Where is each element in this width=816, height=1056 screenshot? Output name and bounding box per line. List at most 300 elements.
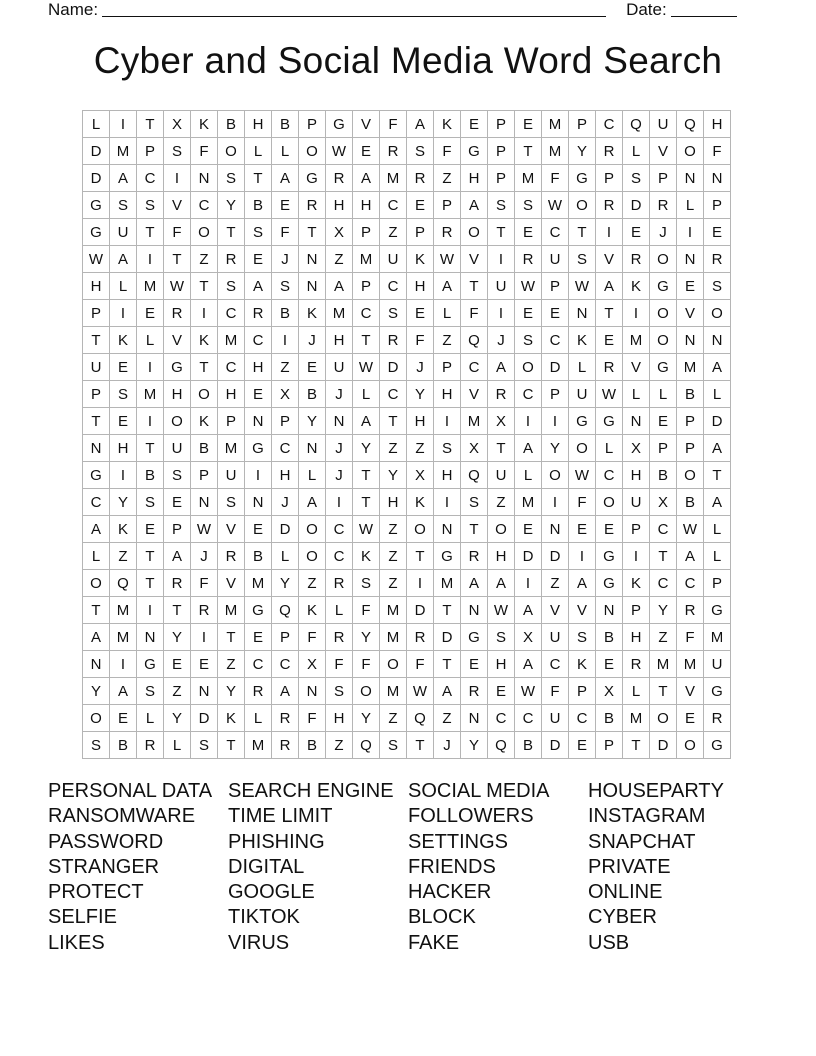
- grid-cell[interactable]: X: [596, 678, 623, 705]
- grid-cell[interactable]: P: [488, 111, 515, 138]
- grid-cell[interactable]: P: [488, 165, 515, 192]
- grid-cell[interactable]: W: [515, 678, 542, 705]
- grid-cell[interactable]: S: [434, 435, 461, 462]
- grid-cell[interactable]: N: [191, 489, 218, 516]
- grid-cell[interactable]: P: [353, 219, 380, 246]
- grid-cell[interactable]: T: [83, 408, 110, 435]
- grid-cell[interactable]: S: [110, 192, 137, 219]
- grid-cell[interactable]: W: [488, 597, 515, 624]
- grid-cell[interactable]: B: [299, 381, 326, 408]
- grid-cell[interactable]: Q: [110, 570, 137, 597]
- grid-cell[interactable]: R: [596, 354, 623, 381]
- grid-cell[interactable]: G: [596, 543, 623, 570]
- grid-cell[interactable]: X: [461, 435, 488, 462]
- grid-cell[interactable]: K: [569, 327, 596, 354]
- grid-cell[interactable]: U: [542, 624, 569, 651]
- grid-cell[interactable]: G: [596, 408, 623, 435]
- grid-cell[interactable]: D: [542, 732, 569, 759]
- grid-cell[interactable]: N: [299, 435, 326, 462]
- grid-cell[interactable]: A: [434, 273, 461, 300]
- grid-cell[interactable]: J: [488, 327, 515, 354]
- grid-cell[interactable]: M: [380, 165, 407, 192]
- grid-cell[interactable]: R: [245, 678, 272, 705]
- grid-cell[interactable]: C: [380, 192, 407, 219]
- grid-cell[interactable]: V: [677, 300, 704, 327]
- grid-cell[interactable]: K: [110, 516, 137, 543]
- grid-cell[interactable]: O: [515, 354, 542, 381]
- grid-cell[interactable]: M: [380, 597, 407, 624]
- grid-cell[interactable]: V: [218, 516, 245, 543]
- grid-cell[interactable]: T: [434, 597, 461, 624]
- grid-cell[interactable]: I: [191, 300, 218, 327]
- grid-cell[interactable]: E: [461, 651, 488, 678]
- grid-cell[interactable]: O: [677, 462, 704, 489]
- grid-cell[interactable]: E: [407, 300, 434, 327]
- grid-cell[interactable]: X: [164, 111, 191, 138]
- grid-cell[interactable]: P: [650, 435, 677, 462]
- grid-cell[interactable]: D: [542, 543, 569, 570]
- grid-cell[interactable]: Y: [218, 192, 245, 219]
- grid-cell[interactable]: T: [137, 570, 164, 597]
- grid-cell[interactable]: I: [515, 408, 542, 435]
- grid-cell[interactable]: E: [515, 516, 542, 543]
- grid-cell[interactable]: T: [380, 408, 407, 435]
- grid-cell[interactable]: K: [191, 327, 218, 354]
- grid-cell[interactable]: F: [191, 138, 218, 165]
- grid-cell[interactable]: T: [569, 219, 596, 246]
- grid-cell[interactable]: H: [434, 381, 461, 408]
- grid-cell[interactable]: S: [407, 138, 434, 165]
- grid-cell[interactable]: T: [461, 273, 488, 300]
- grid-cell[interactable]: O: [353, 678, 380, 705]
- grid-cell[interactable]: F: [434, 138, 461, 165]
- grid-cell[interactable]: T: [407, 732, 434, 759]
- grid-cell[interactable]: M: [137, 273, 164, 300]
- grid-cell[interactable]: T: [623, 732, 650, 759]
- grid-cell[interactable]: R: [218, 246, 245, 273]
- grid-cell[interactable]: F: [704, 138, 731, 165]
- grid-cell[interactable]: R: [407, 624, 434, 651]
- grid-cell[interactable]: Y: [218, 678, 245, 705]
- grid-cell[interactable]: A: [515, 435, 542, 462]
- grid-cell[interactable]: S: [137, 678, 164, 705]
- grid-cell[interactable]: H: [326, 192, 353, 219]
- grid-cell[interactable]: E: [704, 219, 731, 246]
- grid-cell[interactable]: G: [650, 354, 677, 381]
- grid-cell[interactable]: L: [164, 732, 191, 759]
- grid-cell[interactable]: M: [218, 327, 245, 354]
- grid-cell[interactable]: R: [407, 165, 434, 192]
- grid-cell[interactable]: L: [110, 273, 137, 300]
- grid-cell[interactable]: D: [650, 732, 677, 759]
- grid-cell[interactable]: H: [83, 273, 110, 300]
- grid-cell[interactable]: I: [623, 300, 650, 327]
- grid-cell[interactable]: F: [380, 111, 407, 138]
- grid-cell[interactable]: M: [110, 624, 137, 651]
- grid-cell[interactable]: O: [191, 219, 218, 246]
- grid-cell[interactable]: V: [623, 354, 650, 381]
- grid-cell[interactable]: L: [677, 192, 704, 219]
- grid-cell[interactable]: G: [83, 462, 110, 489]
- grid-cell[interactable]: H: [704, 111, 731, 138]
- grid-cell[interactable]: R: [164, 300, 191, 327]
- grid-cell[interactable]: E: [137, 516, 164, 543]
- grid-cell[interactable]: C: [380, 273, 407, 300]
- grid-cell[interactable]: M: [677, 354, 704, 381]
- grid-cell[interactable]: C: [218, 300, 245, 327]
- grid-cell[interactable]: H: [488, 651, 515, 678]
- grid-cell[interactable]: B: [650, 462, 677, 489]
- grid-cell[interactable]: P: [488, 138, 515, 165]
- grid-cell[interactable]: Z: [488, 489, 515, 516]
- grid-cell[interactable]: I: [515, 570, 542, 597]
- grid-cell[interactable]: N: [596, 597, 623, 624]
- grid-cell[interactable]: U: [83, 354, 110, 381]
- grid-cell[interactable]: G: [245, 435, 272, 462]
- grid-cell[interactable]: U: [650, 111, 677, 138]
- grid-cell[interactable]: M: [434, 570, 461, 597]
- grid-cell[interactable]: L: [245, 138, 272, 165]
- grid-cell[interactable]: I: [137, 354, 164, 381]
- grid-cell[interactable]: W: [353, 354, 380, 381]
- grid-cell[interactable]: M: [623, 705, 650, 732]
- grid-cell[interactable]: P: [407, 219, 434, 246]
- grid-cell[interactable]: W: [353, 516, 380, 543]
- grid-cell[interactable]: W: [596, 381, 623, 408]
- grid-cell[interactable]: S: [83, 732, 110, 759]
- grid-cell[interactable]: T: [704, 462, 731, 489]
- grid-cell[interactable]: Y: [407, 381, 434, 408]
- grid-cell[interactable]: J: [326, 381, 353, 408]
- grid-cell[interactable]: O: [650, 327, 677, 354]
- grid-cell[interactable]: I: [434, 489, 461, 516]
- grid-cell[interactable]: L: [434, 300, 461, 327]
- grid-cell[interactable]: E: [137, 300, 164, 327]
- grid-cell[interactable]: M: [461, 408, 488, 435]
- grid-cell[interactable]: K: [191, 111, 218, 138]
- grid-cell[interactable]: D: [83, 165, 110, 192]
- grid-cell[interactable]: F: [299, 624, 326, 651]
- grid-cell[interactable]: L: [623, 138, 650, 165]
- grid-cell[interactable]: H: [434, 462, 461, 489]
- grid-cell[interactable]: M: [515, 489, 542, 516]
- grid-cell[interactable]: H: [326, 705, 353, 732]
- grid-cell[interactable]: Q: [677, 111, 704, 138]
- grid-cell[interactable]: S: [353, 570, 380, 597]
- grid-cell[interactable]: A: [569, 570, 596, 597]
- grid-cell[interactable]: T: [596, 300, 623, 327]
- grid-cell[interactable]: H: [110, 435, 137, 462]
- grid-cell[interactable]: E: [245, 246, 272, 273]
- grid-cell[interactable]: E: [515, 219, 542, 246]
- grid-cell[interactable]: G: [569, 165, 596, 192]
- grid-cell[interactable]: D: [704, 408, 731, 435]
- grid-cell[interactable]: N: [191, 678, 218, 705]
- grid-cell[interactable]: A: [704, 354, 731, 381]
- grid-cell[interactable]: K: [407, 489, 434, 516]
- grid-cell[interactable]: P: [542, 381, 569, 408]
- grid-cell[interactable]: C: [596, 111, 623, 138]
- grid-cell[interactable]: C: [650, 516, 677, 543]
- grid-cell[interactable]: I: [488, 246, 515, 273]
- grid-cell[interactable]: A: [272, 165, 299, 192]
- grid-cell[interactable]: W: [569, 462, 596, 489]
- grid-cell[interactable]: S: [515, 327, 542, 354]
- grid-cell[interactable]: Y: [272, 570, 299, 597]
- grid-cell[interactable]: S: [191, 732, 218, 759]
- grid-cell[interactable]: E: [110, 354, 137, 381]
- grid-cell[interactable]: F: [407, 327, 434, 354]
- grid-cell[interactable]: H: [461, 165, 488, 192]
- grid-cell[interactable]: L: [569, 354, 596, 381]
- grid-cell[interactable]: T: [488, 219, 515, 246]
- grid-cell[interactable]: M: [137, 381, 164, 408]
- grid-cell[interactable]: U: [704, 651, 731, 678]
- grid-cell[interactable]: C: [245, 327, 272, 354]
- grid-cell[interactable]: Y: [164, 624, 191, 651]
- grid-cell[interactable]: Z: [380, 219, 407, 246]
- grid-cell[interactable]: Z: [164, 678, 191, 705]
- grid-cell[interactable]: R: [245, 300, 272, 327]
- grid-cell[interactable]: L: [515, 462, 542, 489]
- grid-cell[interactable]: R: [677, 597, 704, 624]
- grid-cell[interactable]: M: [245, 570, 272, 597]
- grid-cell[interactable]: E: [461, 111, 488, 138]
- grid-cell[interactable]: T: [218, 219, 245, 246]
- grid-cell[interactable]: L: [704, 543, 731, 570]
- grid-cell[interactable]: R: [326, 570, 353, 597]
- grid-cell[interactable]: L: [137, 705, 164, 732]
- grid-cell[interactable]: V: [164, 327, 191, 354]
- grid-cell[interactable]: R: [488, 381, 515, 408]
- grid-cell[interactable]: N: [434, 516, 461, 543]
- grid-cell[interactable]: I: [110, 300, 137, 327]
- grid-cell[interactable]: E: [299, 354, 326, 381]
- grid-cell[interactable]: T: [245, 165, 272, 192]
- grid-cell[interactable]: I: [191, 624, 218, 651]
- grid-cell[interactable]: W: [326, 138, 353, 165]
- grid-cell[interactable]: S: [488, 192, 515, 219]
- grid-cell[interactable]: M: [380, 624, 407, 651]
- grid-cell[interactable]: R: [137, 732, 164, 759]
- grid-cell[interactable]: F: [353, 597, 380, 624]
- grid-cell[interactable]: I: [542, 408, 569, 435]
- grid-cell[interactable]: P: [83, 300, 110, 327]
- grid-cell[interactable]: R: [218, 543, 245, 570]
- grid-cell[interactable]: B: [272, 111, 299, 138]
- grid-cell[interactable]: S: [218, 165, 245, 192]
- grid-cell[interactable]: H: [245, 111, 272, 138]
- grid-cell[interactable]: Z: [191, 246, 218, 273]
- grid-cell[interactable]: L: [704, 381, 731, 408]
- grid-cell[interactable]: G: [704, 732, 731, 759]
- grid-cell[interactable]: K: [434, 111, 461, 138]
- grid-cell[interactable]: W: [542, 192, 569, 219]
- grid-cell[interactable]: N: [245, 408, 272, 435]
- grid-cell[interactable]: P: [677, 408, 704, 435]
- grid-cell[interactable]: U: [623, 489, 650, 516]
- grid-cell[interactable]: P: [623, 516, 650, 543]
- grid-cell[interactable]: O: [677, 138, 704, 165]
- grid-cell[interactable]: T: [137, 111, 164, 138]
- grid-cell[interactable]: M: [704, 624, 731, 651]
- grid-cell[interactable]: G: [596, 570, 623, 597]
- grid-cell[interactable]: U: [218, 462, 245, 489]
- grid-cell[interactable]: F: [542, 678, 569, 705]
- grid-cell[interactable]: D: [623, 192, 650, 219]
- grid-cell[interactable]: T: [650, 678, 677, 705]
- grid-cell[interactable]: C: [596, 462, 623, 489]
- grid-cell[interactable]: A: [461, 570, 488, 597]
- grid-cell[interactable]: P: [623, 597, 650, 624]
- grid-cell[interactable]: L: [704, 516, 731, 543]
- grid-cell[interactable]: J: [272, 489, 299, 516]
- grid-cell[interactable]: E: [569, 516, 596, 543]
- grid-cell[interactable]: T: [83, 327, 110, 354]
- grid-cell[interactable]: I: [137, 408, 164, 435]
- grid-cell[interactable]: T: [353, 489, 380, 516]
- grid-cell[interactable]: Y: [110, 489, 137, 516]
- grid-cell[interactable]: C: [218, 354, 245, 381]
- grid-cell[interactable]: Q: [623, 111, 650, 138]
- grid-cell[interactable]: A: [704, 435, 731, 462]
- grid-cell[interactable]: O: [596, 489, 623, 516]
- grid-cell[interactable]: F: [299, 705, 326, 732]
- grid-cell[interactable]: Z: [218, 651, 245, 678]
- grid-cell[interactable]: G: [83, 219, 110, 246]
- grid-cell[interactable]: T: [650, 543, 677, 570]
- grid-cell[interactable]: L: [272, 138, 299, 165]
- grid-cell[interactable]: P: [164, 516, 191, 543]
- grid-cell[interactable]: G: [245, 597, 272, 624]
- grid-cell[interactable]: E: [569, 732, 596, 759]
- grid-cell[interactable]: C: [326, 543, 353, 570]
- grid-cell[interactable]: L: [596, 435, 623, 462]
- grid-cell[interactable]: Z: [380, 543, 407, 570]
- grid-cell[interactable]: V: [569, 597, 596, 624]
- grid-cell[interactable]: S: [245, 219, 272, 246]
- grid-cell[interactable]: H: [245, 354, 272, 381]
- grid-cell[interactable]: M: [515, 165, 542, 192]
- grid-cell[interactable]: O: [299, 543, 326, 570]
- grid-cell[interactable]: W: [83, 246, 110, 273]
- grid-cell[interactable]: S: [137, 192, 164, 219]
- grid-cell[interactable]: I: [110, 111, 137, 138]
- grid-cell[interactable]: P: [83, 381, 110, 408]
- grid-cell[interactable]: A: [434, 678, 461, 705]
- grid-cell[interactable]: K: [623, 273, 650, 300]
- grid-cell[interactable]: E: [596, 651, 623, 678]
- grid-cell[interactable]: V: [461, 246, 488, 273]
- grid-cell[interactable]: A: [272, 678, 299, 705]
- grid-cell[interactable]: Q: [407, 705, 434, 732]
- grid-cell[interactable]: Z: [380, 570, 407, 597]
- grid-cell[interactable]: F: [191, 570, 218, 597]
- grid-cell[interactable]: Z: [110, 543, 137, 570]
- grid-cell[interactable]: O: [164, 408, 191, 435]
- grid-cell[interactable]: C: [353, 300, 380, 327]
- grid-cell[interactable]: M: [542, 111, 569, 138]
- grid-cell[interactable]: W: [407, 678, 434, 705]
- grid-cell[interactable]: I: [326, 489, 353, 516]
- grid-cell[interactable]: B: [245, 192, 272, 219]
- grid-cell[interactable]: F: [407, 651, 434, 678]
- grid-cell[interactable]: S: [515, 192, 542, 219]
- grid-cell[interactable]: R: [623, 246, 650, 273]
- grid-cell[interactable]: C: [515, 381, 542, 408]
- grid-cell[interactable]: K: [623, 570, 650, 597]
- grid-cell[interactable]: T: [461, 516, 488, 543]
- grid-cell[interactable]: K: [299, 300, 326, 327]
- grid-cell[interactable]: C: [83, 489, 110, 516]
- grid-cell[interactable]: Z: [407, 435, 434, 462]
- grid-cell[interactable]: L: [326, 597, 353, 624]
- grid-cell[interactable]: S: [218, 489, 245, 516]
- grid-cell[interactable]: I: [137, 597, 164, 624]
- grid-cell[interactable]: U: [164, 435, 191, 462]
- grid-cell[interactable]: M: [353, 246, 380, 273]
- grid-cell[interactable]: X: [650, 489, 677, 516]
- grid-cell[interactable]: N: [137, 624, 164, 651]
- grid-cell[interactable]: N: [704, 327, 731, 354]
- grid-cell[interactable]: I: [245, 462, 272, 489]
- grid-cell[interactable]: G: [569, 408, 596, 435]
- grid-cell[interactable]: T: [164, 246, 191, 273]
- grid-cell[interactable]: C: [191, 192, 218, 219]
- grid-cell[interactable]: N: [245, 489, 272, 516]
- grid-cell[interactable]: B: [137, 462, 164, 489]
- grid-cell[interactable]: R: [434, 219, 461, 246]
- grid-cell[interactable]: V: [353, 111, 380, 138]
- grid-cell[interactable]: P: [704, 570, 731, 597]
- grid-cell[interactable]: P: [434, 192, 461, 219]
- grid-cell[interactable]: G: [83, 192, 110, 219]
- grid-cell[interactable]: P: [353, 273, 380, 300]
- grid-cell[interactable]: M: [218, 435, 245, 462]
- grid-cell[interactable]: Y: [83, 678, 110, 705]
- grid-cell[interactable]: C: [461, 354, 488, 381]
- grid-cell[interactable]: B: [677, 381, 704, 408]
- grid-cell[interactable]: R: [461, 678, 488, 705]
- grid-cell[interactable]: T: [191, 354, 218, 381]
- grid-cell[interactable]: X: [488, 408, 515, 435]
- grid-cell[interactable]: R: [272, 732, 299, 759]
- grid-cell[interactable]: U: [569, 381, 596, 408]
- grid-cell[interactable]: I: [677, 219, 704, 246]
- grid-cell[interactable]: W: [434, 246, 461, 273]
- grid-cell[interactable]: D: [407, 597, 434, 624]
- grid-cell[interactable]: B: [245, 543, 272, 570]
- grid-cell[interactable]: L: [623, 678, 650, 705]
- grid-cell[interactable]: S: [164, 138, 191, 165]
- grid-cell[interactable]: N: [704, 165, 731, 192]
- grid-cell[interactable]: A: [488, 570, 515, 597]
- grid-cell[interactable]: E: [596, 516, 623, 543]
- grid-cell[interactable]: M: [245, 732, 272, 759]
- grid-cell[interactable]: C: [137, 165, 164, 192]
- grid-cell[interactable]: A: [83, 624, 110, 651]
- grid-cell[interactable]: I: [110, 462, 137, 489]
- grid-cell[interactable]: L: [245, 705, 272, 732]
- grid-cell[interactable]: S: [110, 381, 137, 408]
- name-field-line[interactable]: [102, 0, 606, 17]
- grid-cell[interactable]: E: [488, 678, 515, 705]
- grid-cell[interactable]: W: [677, 516, 704, 543]
- grid-cell[interactable]: K: [218, 705, 245, 732]
- grid-cell[interactable]: M: [110, 138, 137, 165]
- grid-cell[interactable]: Z: [380, 705, 407, 732]
- grid-cell[interactable]: O: [650, 300, 677, 327]
